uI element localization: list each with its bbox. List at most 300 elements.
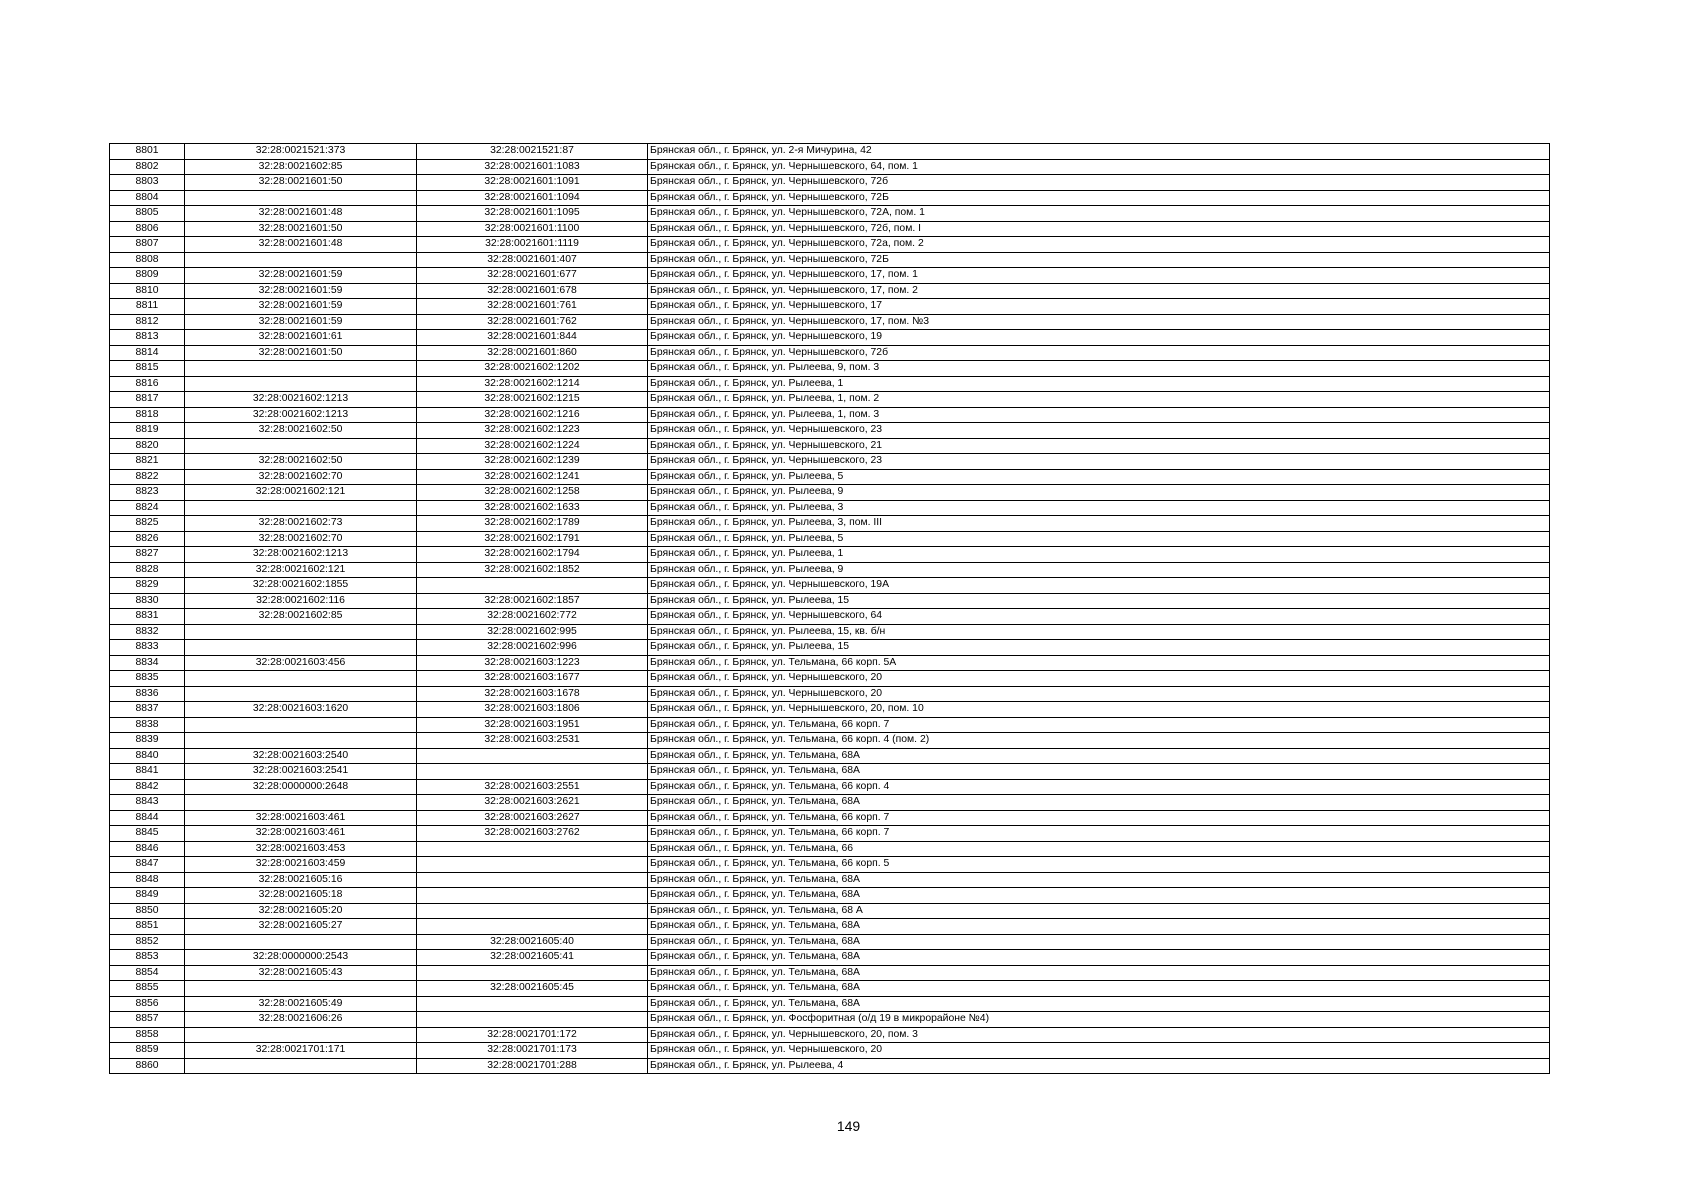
- object-cadastral-number-cell: 32:28:0021601:678: [417, 283, 648, 299]
- object-cadastral-number-cell: 32:28:0021602:1791: [417, 531, 648, 547]
- table-row: [110, 361, 1550, 377]
- row-number-cell: 8821: [110, 454, 185, 470]
- object-cadastral-number-cell: 32:28:0021605:40: [417, 934, 648, 950]
- address-cell: Брянская обл., г. Брянск, ул. Чернышевского, 72б, пом. I: [648, 221, 1550, 237]
- object-cadastral-number-cell: 32:28:0021602:995: [417, 624, 648, 640]
- table-row: [110, 237, 1550, 253]
- cadastral-number-cell: 32:28:0021602:70: [185, 531, 417, 547]
- cadastral-number-cell: [185, 795, 417, 811]
- table-row: [110, 686, 1550, 702]
- table-row: [110, 609, 1550, 625]
- row-number-cell: 8830: [110, 593, 185, 609]
- object-cadastral-number-cell: [417, 578, 648, 594]
- address-cell: Брянская обл., г. Брянск, ул. Рылеева, 3, пом. III: [648, 516, 1550, 532]
- object-cadastral-number-cell: 32:28:0021602:1214: [417, 376, 648, 392]
- table-row: [110, 299, 1550, 315]
- table-row: [110, 810, 1550, 826]
- row-number-cell: 8847: [110, 857, 185, 873]
- address-cell: Брянская обл., г. Брянск, ул. Чернышевского, 23: [648, 454, 1550, 470]
- object-cadastral-number-cell: 32:28:0021603:2531: [417, 733, 648, 749]
- address-cell: Брянская обл., г. Брянск, ул. Тельмана, 68А: [648, 965, 1550, 981]
- object-cadastral-number-cell: 32:28:0021602:1223: [417, 423, 648, 439]
- cadastral-number-cell: 32:28:0000000:2543: [185, 950, 417, 966]
- table-row: [110, 903, 1550, 919]
- row-number-cell: 8808: [110, 252, 185, 268]
- address-cell: Брянская обл., г. Брянск, ул. Чернышевского, 72б: [648, 345, 1550, 361]
- object-cadastral-number-cell: 32:28:0021601:761: [417, 299, 648, 315]
- row-number-cell: 8817: [110, 392, 185, 408]
- cadastral-number-cell: 32:28:0021603:2541: [185, 764, 417, 780]
- address-cell: Брянская обл., г. Брянск, ул. Рылеева, 1, пом. 3: [648, 407, 1550, 423]
- address-cell: Брянская обл., г. Брянск, ул. Рылеева, 9: [648, 562, 1550, 578]
- object-cadastral-number-cell: 32:28:0021602:996: [417, 640, 648, 656]
- object-cadastral-number-cell: 32:28:0021602:1224: [417, 438, 648, 454]
- cadastral-number-cell: [185, 252, 417, 268]
- table-row: [110, 888, 1550, 904]
- row-number-cell: 8819: [110, 423, 185, 439]
- object-cadastral-number-cell: [417, 857, 648, 873]
- table-row: [110, 469, 1550, 485]
- address-cell: Брянская обл., г. Брянск, ул. Рылеева, 15, кв. б/н: [648, 624, 1550, 640]
- object-cadastral-number-cell: 32:28:0021605:45: [417, 981, 648, 997]
- row-number-cell: 8827: [110, 547, 185, 563]
- row-number-cell: 8824: [110, 500, 185, 516]
- row-number-cell: 8820: [110, 438, 185, 454]
- address-cell: Брянская обл., г. Брянск, ул. Чернышевского, 72А, пом. 1: [648, 206, 1550, 222]
- object-cadastral-number-cell: 32:28:0021602:1239: [417, 454, 648, 470]
- table-row: [110, 779, 1550, 795]
- cadastral-number-cell: 32:28:0021601:61: [185, 330, 417, 346]
- row-number-cell: 8811: [110, 299, 185, 315]
- cadastral-number-cell: [185, 733, 417, 749]
- object-cadastral-number-cell: 32:28:0021603:1951: [417, 717, 648, 733]
- address-cell: Брянская обл., г. Брянск, ул. Фосфоритная (о/д 19 в микрорайоне №4): [648, 1012, 1550, 1028]
- object-cadastral-number-cell: 32:28:0021701:173: [417, 1043, 648, 1059]
- object-cadastral-number-cell: 32:28:0021603:2621: [417, 795, 648, 811]
- cadastral-number-cell: 32:28:0021605:20: [185, 903, 417, 919]
- row-number-cell: 8801: [110, 144, 185, 160]
- cadastral-number-cell: 32:28:0021603:1620: [185, 702, 417, 718]
- address-cell: Брянская обл., г. Брянск, ул. Рылеева, 3: [648, 500, 1550, 516]
- row-number-cell: 8833: [110, 640, 185, 656]
- address-cell: Брянская обл., г. Брянск, ул. 2-я Мичурина, 42: [648, 144, 1550, 160]
- object-cadastral-number-cell: [417, 996, 648, 1012]
- cadastral-number-cell: [185, 934, 417, 950]
- table-row: [110, 795, 1550, 811]
- table-row: [110, 717, 1550, 733]
- table-row: [110, 252, 1550, 268]
- address-cell: Брянская обл., г. Брянск, ул. Тельмана, 68А: [648, 795, 1550, 811]
- table-row: [110, 407, 1550, 423]
- registry-table: [109, 143, 1550, 1074]
- row-number-cell: 8826: [110, 531, 185, 547]
- cadastral-number-cell: 32:28:0021602:1213: [185, 547, 417, 563]
- object-cadastral-number-cell: [417, 1012, 648, 1028]
- address-cell: Брянская обл., г. Брянск, ул. Рылеева, 5: [648, 469, 1550, 485]
- row-number-cell: 8806: [110, 221, 185, 237]
- row-number-cell: 8841: [110, 764, 185, 780]
- address-cell: Брянская обл., г. Брянск, ул. Тельмана, 66 корп. 7: [648, 826, 1550, 842]
- row-number-cell: 8802: [110, 159, 185, 175]
- object-cadastral-number-cell: [417, 903, 648, 919]
- row-number-cell: 8835: [110, 671, 185, 687]
- row-number-cell: 8812: [110, 314, 185, 330]
- table-row: [110, 1058, 1550, 1074]
- object-cadastral-number-cell: 32:28:0021603:1678: [417, 686, 648, 702]
- cadastral-number-cell: 32:28:0021605:27: [185, 919, 417, 935]
- registry-table-body: [110, 144, 1550, 1074]
- table-row: [110, 314, 1550, 330]
- row-number-cell: 8858: [110, 1027, 185, 1043]
- table-row: [110, 624, 1550, 640]
- address-cell: Брянская обл., г. Брянск, ул. Чернышевского, 23: [648, 423, 1550, 439]
- object-cadastral-number-cell: 32:28:0021602:772: [417, 609, 648, 625]
- table-row: [110, 655, 1550, 671]
- row-number-cell: 8815: [110, 361, 185, 377]
- table-row: [110, 330, 1550, 346]
- row-number-cell: 8828: [110, 562, 185, 578]
- cadastral-number-cell: 32:28:0021602:50: [185, 423, 417, 439]
- table-row: [110, 640, 1550, 656]
- object-cadastral-number-cell: 32:28:0021605:41: [417, 950, 648, 966]
- table-row: [110, 748, 1550, 764]
- object-cadastral-number-cell: 32:28:0021602:1215: [417, 392, 648, 408]
- row-number-cell: 8840: [110, 748, 185, 764]
- address-cell: Брянская обл., г. Брянск, ул. Рылеева, 9: [648, 485, 1550, 501]
- cadastral-number-cell: 32:28:0021602:121: [185, 562, 417, 578]
- table-row: [110, 190, 1550, 206]
- object-cadastral-number-cell: 32:28:0021603:1223: [417, 655, 648, 671]
- cadastral-number-cell: 32:28:0021605:16: [185, 872, 417, 888]
- row-number-cell: 8803: [110, 175, 185, 191]
- object-cadastral-number-cell: 32:28:0021603:2627: [417, 810, 648, 826]
- cadastral-number-cell: 32:28:0021603:461: [185, 810, 417, 826]
- address-cell: Брянская обл., г. Брянск, ул. Рылеева, 4: [648, 1058, 1550, 1074]
- table-row: [110, 841, 1550, 857]
- cadastral-number-cell: [185, 190, 417, 206]
- row-number-cell: 8837: [110, 702, 185, 718]
- page-number: 149: [836, 1118, 861, 1134]
- object-cadastral-number-cell: 32:28:0021602:1216: [417, 407, 648, 423]
- table-row: [110, 438, 1550, 454]
- cadastral-number-cell: 32:28:0021602:70: [185, 469, 417, 485]
- object-cadastral-number-cell: 32:28:0021601:1095: [417, 206, 648, 222]
- address-cell: Брянская обл., г. Брянск, ул. Чернышевского, 20: [648, 686, 1550, 702]
- table-row: [110, 1043, 1550, 1059]
- object-cadastral-number-cell: 32:28:0021602:1202: [417, 361, 648, 377]
- address-cell: Брянская обл., г. Брянск, ул. Чернышевского, 17: [648, 299, 1550, 315]
- object-cadastral-number-cell: 32:28:0021601:1119: [417, 237, 648, 253]
- row-number-cell: 8848: [110, 872, 185, 888]
- object-cadastral-number-cell: 32:28:0021603:2762: [417, 826, 648, 842]
- table-row: [110, 485, 1550, 501]
- cadastral-number-cell: 32:28:0021521:373: [185, 144, 417, 160]
- address-cell: Брянская обл., г. Брянск, ул. Рылеева, 1, пом. 2: [648, 392, 1550, 408]
- object-cadastral-number-cell: 32:28:0021601:762: [417, 314, 648, 330]
- row-number-cell: 8839: [110, 733, 185, 749]
- table-row: [110, 283, 1550, 299]
- row-number-cell: 8816: [110, 376, 185, 392]
- row-number-cell: 8852: [110, 934, 185, 950]
- table-row: [110, 981, 1550, 997]
- cadastral-number-cell: 32:28:0021606:26: [185, 1012, 417, 1028]
- object-cadastral-number-cell: [417, 888, 648, 904]
- object-cadastral-number-cell: 32:28:0021602:1789: [417, 516, 648, 532]
- table-row: [110, 965, 1550, 981]
- table-row: [110, 919, 1550, 935]
- address-cell: Брянская обл., г. Брянск, ул. Чернышевского, 64: [648, 609, 1550, 625]
- address-cell: Брянская обл., г. Брянск, ул. Тельмана, 68А: [648, 934, 1550, 950]
- table-row: [110, 702, 1550, 718]
- cadastral-number-cell: 32:28:0021601:50: [185, 175, 417, 191]
- cadastral-number-cell: 32:28:0021602:1213: [185, 407, 417, 423]
- row-number-cell: 8832: [110, 624, 185, 640]
- cadastral-number-cell: 32:28:0021603:2540: [185, 748, 417, 764]
- row-number-cell: 8859: [110, 1043, 185, 1059]
- address-cell: Брянская обл., г. Брянск, ул. Тельмана, 68А: [648, 872, 1550, 888]
- table-row: [110, 500, 1550, 516]
- table-row: [110, 872, 1550, 888]
- row-number-cell: 8853: [110, 950, 185, 966]
- address-cell: Брянская обл., г. Брянск, ул. Тельмана, 66 корп. 7: [648, 717, 1550, 733]
- cadastral-number-cell: 32:28:0021601:50: [185, 221, 417, 237]
- address-cell: Брянская обл., г. Брянск, ул. Рылеева, 15: [648, 593, 1550, 609]
- address-cell: Брянская обл., г. Брянск, ул. Тельмана, 68А: [648, 748, 1550, 764]
- object-cadastral-number-cell: 32:28:0021602:1852: [417, 562, 648, 578]
- address-cell: Брянская обл., г. Брянск, ул. Чернышевского, 20: [648, 671, 1550, 687]
- cadastral-number-cell: 32:28:0021601:48: [185, 206, 417, 222]
- table-row: [110, 1012, 1550, 1028]
- cadastral-number-cell: 32:28:0021601:59: [185, 314, 417, 330]
- address-cell: Брянская обл., г. Брянск, ул. Тельмана, 66: [648, 841, 1550, 857]
- table-row: [110, 159, 1550, 175]
- object-cadastral-number-cell: 32:28:0021603:1806: [417, 702, 648, 718]
- cadastral-number-cell: 32:28:0021602:1855: [185, 578, 417, 594]
- address-cell: Брянская обл., г. Брянск, ул. Тельмана, 66 корп. 4 (пом. 2): [648, 733, 1550, 749]
- cadastral-number-cell: 32:28:0021601:59: [185, 283, 417, 299]
- address-cell: Брянская обл., г. Брянск, ул. Тельмана, 66 корп. 5: [648, 857, 1550, 873]
- row-number-cell: 8844: [110, 810, 185, 826]
- row-number-cell: 8856: [110, 996, 185, 1012]
- cadastral-number-cell: [185, 361, 417, 377]
- cadastral-number-cell: 32:28:0021602:73: [185, 516, 417, 532]
- address-cell: Брянская обл., г. Брянск, ул. Чернышевского, 20, пом. 3: [648, 1027, 1550, 1043]
- row-number-cell: 8823: [110, 485, 185, 501]
- address-cell: Брянская обл., г. Брянск, ул. Рылеева, 1: [648, 376, 1550, 392]
- row-number-cell: 8836: [110, 686, 185, 702]
- table-row: [110, 934, 1550, 950]
- cadastral-number-cell: 32:28:0021601:59: [185, 299, 417, 315]
- table-row: [110, 857, 1550, 873]
- row-number-cell: 8804: [110, 190, 185, 206]
- object-cadastral-number-cell: [417, 919, 648, 935]
- cadastral-number-cell: 32:28:0021605:49: [185, 996, 417, 1012]
- object-cadastral-number-cell: 32:28:0021603:1677: [417, 671, 648, 687]
- table-row: [110, 376, 1550, 392]
- address-cell: Брянская обл., г. Брянск, ул. Чернышевского, 72а, пом. 2: [648, 237, 1550, 253]
- row-number-cell: 8851: [110, 919, 185, 935]
- object-cadastral-number-cell: 32:28:0021601:677: [417, 268, 648, 284]
- cadastral-number-cell: [185, 1027, 417, 1043]
- address-cell: Брянская обл., г. Брянск, ул. Рылеева, 15: [648, 640, 1550, 656]
- address-cell: Брянская обл., г. Брянск, ул. Рылеева, 9, пом. 3: [648, 361, 1550, 377]
- object-cadastral-number-cell: 32:28:0021601:860: [417, 345, 648, 361]
- object-cadastral-number-cell: 32:28:0021601:844: [417, 330, 648, 346]
- cadastral-number-cell: 32:28:0021602:85: [185, 159, 417, 175]
- address-cell: Брянская обл., г. Брянск, ул. Чернышевского, 19А: [648, 578, 1550, 594]
- object-cadastral-number-cell: 32:28:0021602:1258: [417, 485, 648, 501]
- address-cell: Брянская обл., г. Брянск, ул. Чернышевского, 21: [648, 438, 1550, 454]
- object-cadastral-number-cell: 32:28:0021603:2551: [417, 779, 648, 795]
- cadastral-number-cell: [185, 717, 417, 733]
- table-row: [110, 221, 1550, 237]
- row-number-cell: 8825: [110, 516, 185, 532]
- table-row: [110, 144, 1550, 160]
- address-cell: Брянская обл., г. Брянск, ул. Тельмана, 68А: [648, 919, 1550, 935]
- row-number-cell: 8846: [110, 841, 185, 857]
- cadastral-number-cell: [185, 671, 417, 687]
- row-number-cell: 8805: [110, 206, 185, 222]
- address-cell: Брянская обл., г. Брянск, ул. Чернышевского, 20: [648, 1043, 1550, 1059]
- table-row: [110, 531, 1550, 547]
- cadastral-number-cell: 32:28:0021603:456: [185, 655, 417, 671]
- row-number-cell: 8838: [110, 717, 185, 733]
- address-cell: Брянская обл., г. Брянск, ул. Чернышевского, 72б: [648, 175, 1550, 191]
- row-number-cell: 8854: [110, 965, 185, 981]
- row-number-cell: 8831: [110, 609, 185, 625]
- cadastral-number-cell: 32:28:0021603:461: [185, 826, 417, 842]
- address-cell: Брянская обл., г. Брянск, ул. Чернышевского, 19: [648, 330, 1550, 346]
- row-number-cell: 8809: [110, 268, 185, 284]
- cadastral-number-cell: 32:28:0021602:116: [185, 593, 417, 609]
- cadastral-number-cell: 32:28:0021605:43: [185, 965, 417, 981]
- cadastral-number-cell: 32:28:0021605:18: [185, 888, 417, 904]
- table-row: [110, 454, 1550, 470]
- cadastral-number-cell: 32:28:0021602:50: [185, 454, 417, 470]
- row-number-cell: 8845: [110, 826, 185, 842]
- object-cadastral-number-cell: [417, 965, 648, 981]
- cadastral-number-cell: [185, 438, 417, 454]
- table-row: [110, 345, 1550, 361]
- address-cell: Брянская обл., г. Брянск, ул. Чернышевского, 72Б: [648, 190, 1550, 206]
- row-number-cell: 8818: [110, 407, 185, 423]
- row-number-cell: 8834: [110, 655, 185, 671]
- cadastral-number-cell: 32:28:0021602:121: [185, 485, 417, 501]
- table-row: [110, 996, 1550, 1012]
- address-cell: Брянская обл., г. Брянск, ул. Тельмана, 68 А: [648, 903, 1550, 919]
- address-cell: Брянская обл., г. Брянск, ул. Чернышевского, 17, пом. №3: [648, 314, 1550, 330]
- table-row: [110, 733, 1550, 749]
- row-number-cell: 8843: [110, 795, 185, 811]
- table-row: [110, 516, 1550, 532]
- table-row: [110, 392, 1550, 408]
- table-row: [110, 578, 1550, 594]
- object-cadastral-number-cell: 32:28:0021602:1857: [417, 593, 648, 609]
- table-row: [110, 764, 1550, 780]
- object-cadastral-number-cell: [417, 841, 648, 857]
- cadastral-number-cell: 32:28:0021601:50: [185, 345, 417, 361]
- row-number-cell: 8807: [110, 237, 185, 253]
- address-cell: Брянская обл., г. Брянск, ул. Тельмана, 68А: [648, 888, 1550, 904]
- address-cell: Брянская обл., г. Брянск, ул. Тельмана, 68А: [648, 996, 1550, 1012]
- cadastral-number-cell: 32:28:0021601:48: [185, 237, 417, 253]
- address-cell: Брянская обл., г. Брянск, ул. Тельмана, 66 корп. 7: [648, 810, 1550, 826]
- row-number-cell: 8849: [110, 888, 185, 904]
- object-cadastral-number-cell: 32:28:0021601:1083: [417, 159, 648, 175]
- address-cell: Брянская обл., г. Брянск, ул. Чернышевского, 20, пом. 10: [648, 702, 1550, 718]
- row-number-cell: 8810: [110, 283, 185, 299]
- table-row: [110, 206, 1550, 222]
- cadastral-number-cell: 32:28:0021603:459: [185, 857, 417, 873]
- address-cell: Брянская обл., г. Брянск, ул. Тельмана, 66 корп. 4: [648, 779, 1550, 795]
- row-number-cell: 8860: [110, 1058, 185, 1074]
- table-row: [110, 826, 1550, 842]
- cadastral-number-cell: 32:28:0021701:171: [185, 1043, 417, 1059]
- cadastral-number-cell: 32:28:0021602:1213: [185, 392, 417, 408]
- table-row: [110, 562, 1550, 578]
- object-cadastral-number-cell: 32:28:0021602:1633: [417, 500, 648, 516]
- object-cadastral-number-cell: 32:28:0021701:288: [417, 1058, 648, 1074]
- row-number-cell: 8814: [110, 345, 185, 361]
- cadastral-number-cell: [185, 1058, 417, 1074]
- cadastral-number-cell: [185, 376, 417, 392]
- table-row: [110, 593, 1550, 609]
- object-cadastral-number-cell: 32:28:0021601:407: [417, 252, 648, 268]
- table-row: [110, 671, 1550, 687]
- address-cell: Брянская обл., г. Брянск, ул. Рылеева, 5: [648, 531, 1550, 547]
- address-cell: Брянская обл., г. Брянск, ул. Чернышевского, 17, пом. 1: [648, 268, 1550, 284]
- table-row: [110, 268, 1550, 284]
- object-cadastral-number-cell: 32:28:0021601:1094: [417, 190, 648, 206]
- cadastral-number-cell: [185, 686, 417, 702]
- object-cadastral-number-cell: 32:28:0021602:1794: [417, 547, 648, 563]
- object-cadastral-number-cell: 32:28:0021701:172: [417, 1027, 648, 1043]
- object-cadastral-number-cell: 32:28:0021601:1100: [417, 221, 648, 237]
- address-cell: Брянская обл., г. Брянск, ул. Тельмана, 68А: [648, 764, 1550, 780]
- cadastral-number-cell: 32:28:0021603:453: [185, 841, 417, 857]
- object-cadastral-number-cell: [417, 872, 648, 888]
- row-number-cell: 8813: [110, 330, 185, 346]
- address-cell: Брянская обл., г. Брянск, ул. Чернышевского, 72Б: [648, 252, 1550, 268]
- object-cadastral-number-cell: [417, 748, 648, 764]
- cadastral-number-cell: 32:28:0021601:59: [185, 268, 417, 284]
- row-number-cell: 8855: [110, 981, 185, 997]
- address-cell: Брянская обл., г. Брянск, ул. Рылеева, 1: [648, 547, 1550, 563]
- row-number-cell: 8822: [110, 469, 185, 485]
- table-row: [110, 547, 1550, 563]
- table-row: [110, 423, 1550, 439]
- address-cell: Брянская обл., г. Брянск, ул. Тельмана, 66 корп. 5А: [648, 655, 1550, 671]
- address-cell: Брянская обл., г. Брянск, ул. Тельмана, 68А: [648, 950, 1550, 966]
- cadastral-number-cell: [185, 500, 417, 516]
- address-cell: Брянская обл., г. Брянск, ул. Чернышевского, 64, пом. 1: [648, 159, 1550, 175]
- cadastral-number-cell: 32:28:0000000:2648: [185, 779, 417, 795]
- cadastral-number-cell: [185, 624, 417, 640]
- object-cadastral-number-cell: 32:28:0021521:87: [417, 144, 648, 160]
- table-row: [110, 950, 1550, 966]
- row-number-cell: 8842: [110, 779, 185, 795]
- cadastral-number-cell: [185, 640, 417, 656]
- table-row: [110, 175, 1550, 191]
- cadastral-number-cell: [185, 981, 417, 997]
- row-number-cell: 8829: [110, 578, 185, 594]
- address-cell: Брянская обл., г. Брянск, ул. Тельмана, 68А: [648, 981, 1550, 997]
- object-cadastral-number-cell: 32:28:0021601:1091: [417, 175, 648, 191]
- table-row: [110, 1027, 1550, 1043]
- row-number-cell: 8850: [110, 903, 185, 919]
- object-cadastral-number-cell: [417, 764, 648, 780]
- row-number-cell: 8857: [110, 1012, 185, 1028]
